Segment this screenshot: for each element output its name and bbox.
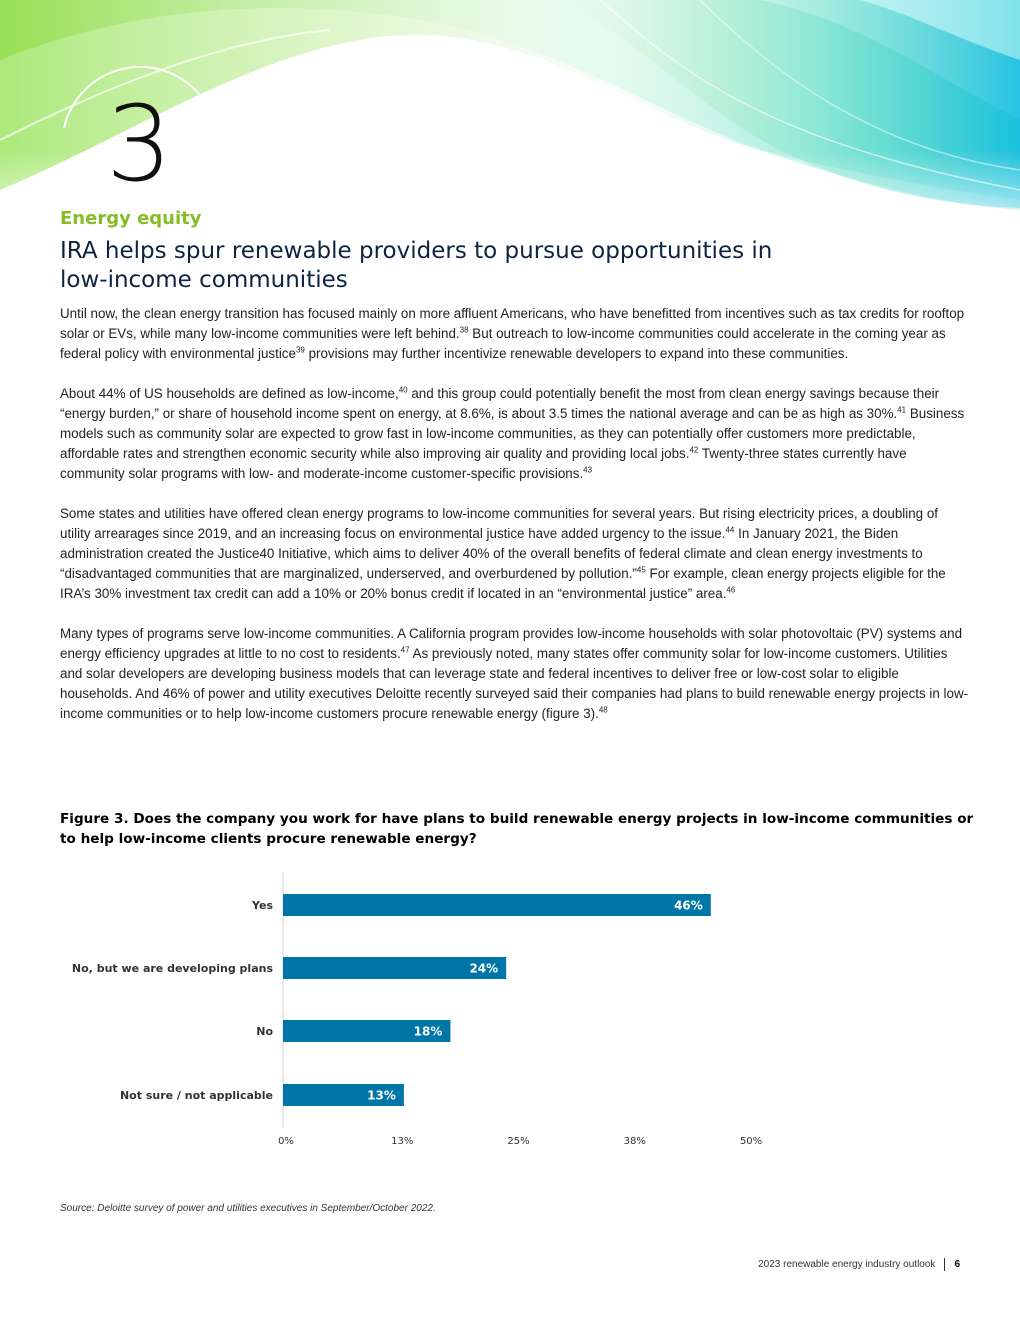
body-paragraph: Some states and utilities have offered clean energy programs to low-income communities for several years. But rising electricity prices, a doubling of utility arrearages since 2019, and an increasing focus on environmental justice have added urgency to the issue.$^{44}$ In January 2021, the Biden administration created the Justice40 Initiative, which aims to deliver 40% of the overall benefits of federal climate and clean energy investments to “disadvantaged communities that are marginalized, underserved, and overburdened by pollution.”$^{45}$ For example, clean energy projects eligible for the IRA’s 30% investment tax credit can add a 10% or 20% bonus credit if located in an “environmental justice” area.$^{46}$ xyxy=(60,506,946,601)
page-footer xyxy=(758,1258,960,1271)
section-number: 3 xyxy=(106,83,173,205)
data-label: 18% xyxy=(413,1024,443,1039)
footnote-marker: 43 xyxy=(583,465,593,475)
data-label: 24% xyxy=(469,961,499,976)
page-number: 6 xyxy=(954,1259,960,1270)
category-label: Not sure / not applicable xyxy=(119,1089,273,1102)
data-label: 46% xyxy=(674,898,703,913)
body-text xyxy=(60,304,970,744)
data-label: 13% xyxy=(367,1088,396,1103)
footnote-marker: 46 xyxy=(726,585,736,595)
bar xyxy=(283,894,711,916)
footnote-marker: 41 xyxy=(897,405,907,415)
footer-divider xyxy=(944,1258,945,1271)
section-kicker: Energy equity xyxy=(60,208,202,229)
footer-publication: 2023 renewable energy industry outlook xyxy=(758,1259,936,1270)
page-title: IRA helps spur renewable providers to pursue opportunities in low-income communities xyxy=(60,238,773,293)
body-paragraph: Many types of programs serve low-income communities. A California program provides low-income households with solar photovoltaic (PV) systems and energy efficiency upgrades at little to no cost to residents.$^{47}$ As previously noted, many states offer community solar for low-income customers. Utilities and solar developers are developing business models that can leverage state and federal incentives to deliver free or low-cost solar to eligible households. And 46% of power and utility executives Deloitte recently surveyed said their companies had plans to build renewable energy projects in low-income communities or to help low-income customers procure renewable energy (figure 3).$^{48}$ xyxy=(60,626,969,721)
x-tick-label: 0% xyxy=(278,1136,294,1147)
footnote-marker: 38 xyxy=(459,325,469,335)
footnote-marker: 40 xyxy=(398,385,408,395)
footnote-marker: 47 xyxy=(400,645,410,655)
footnote-marker: 45 xyxy=(636,565,646,575)
source-note: Source: Deloitte survey of power and utilities executives in September/October 2022. xyxy=(60,1203,436,1214)
x-tick-label: 25% xyxy=(507,1136,530,1147)
footnote-marker: 42 xyxy=(689,445,699,455)
category-label: No xyxy=(256,1025,273,1038)
x-tick-label: 50% xyxy=(739,1136,763,1147)
figure-title: Figure 3. Does the company you work for have plans to build renewable energy projects in low-income communities or to help low-income clients procure renewable energy? xyxy=(60,811,974,847)
footnote-marker: 48 xyxy=(598,705,608,715)
x-tick-label: 13% xyxy=(391,1136,414,1147)
category-label: No, but we are developing plans xyxy=(71,962,273,975)
bar-chart xyxy=(0,860,1020,1160)
category-label: Yes xyxy=(252,899,273,912)
body-paragraph: Until now, the clean energy transition has focused mainly on more affluent Americans, who have benefitted from incentives such as tax credits for rooftop solar or EVs, while many low-income communities were left behind.$^{38}$ But outreach to low-income communities could accelerate in the coming year as federal policy with environmental justice$^{39}$ provisions may further incentivize renewable developers to expand into these communities. xyxy=(60,306,965,361)
footnote-marker: 39 xyxy=(295,345,305,355)
footnote-marker: 44 xyxy=(725,525,735,535)
x-tick-label: 38% xyxy=(623,1136,646,1147)
body-paragraph: About 44% of US households are defined as low-income,$^{40}$ and this group could potentially benefit the most from clean energy savings because their “energy burden,” or share of household income spent on energy, at 8.6%, is about 3.5 times the national average and can be as high as 30%.$^{41}$ Business models such as community solar are expected to grow fast in low-income communities, as they can potentially offer customers more predictable, affordable rates and strengthen economic security while also improving air quality and providing local jobs.$^{42}$ Twenty-three states currently have community solar programs with low- and moderate-income customer-specific provisions.$^{43}$ xyxy=(60,385,965,481)
